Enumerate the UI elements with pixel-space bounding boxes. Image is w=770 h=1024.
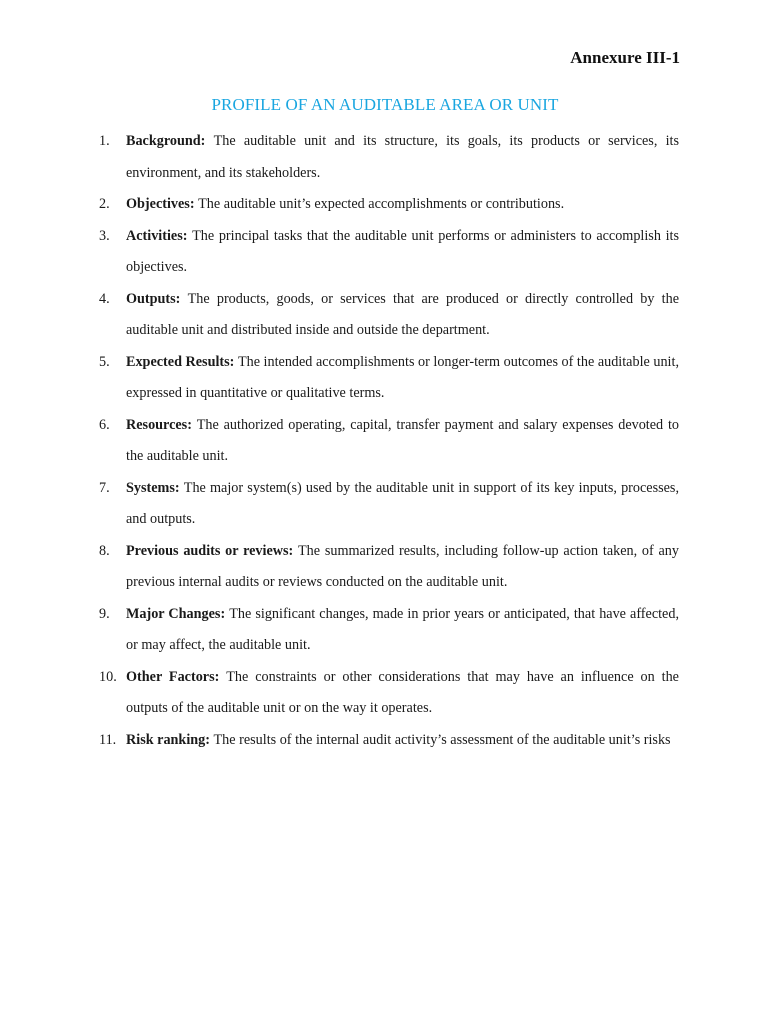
item-description: The principal tasks that the auditable unit performs or administers to accomplish its objectives. — [126, 227, 679, 275]
item-number: 2. — [99, 196, 110, 212]
list-item-risk-ranking — [99, 725, 679, 757]
list-item-background — [99, 126, 679, 189]
item-description: The significant changes, made in prior years or anticipated, that have affected, or may affect, the auditable unit. — [126, 605, 679, 653]
item-number: 5. — [99, 353, 110, 370]
item-term: Risk ranking: — [126, 731, 214, 748]
item-term: Expected Results: — [126, 353, 238, 370]
item-term: Other Factors: — [126, 668, 227, 685]
list-item-previous-audits — [99, 536, 679, 599]
item-number: 9. — [99, 605, 110, 622]
item-description: The major system(s) used by the auditable unit in support of its key inputs, processes, and outputs. — [126, 479, 679, 527]
item-description: The auditable unit’s expected accomplishments or contributions. — [198, 196, 565, 212]
item-term: Activities: — [126, 227, 193, 244]
list-item-outputs — [99, 284, 679, 347]
item-number: 10. — [99, 668, 117, 685]
list-item-activities — [99, 221, 679, 284]
item-term: Resources: — [126, 416, 197, 433]
list-item-resources — [99, 410, 679, 473]
profile-item-list — [99, 126, 679, 756]
item-description: The auditable unit and its structure, its goals, its products or services, its environment, and its stakeholders. — [126, 133, 679, 181]
item-description: The intended accomplishments or longer-term outcomes of the auditable unit, expressed in quantitative or qualitative terms. — [126, 353, 679, 401]
item-description: The authorized operating, capital, transfer payment and salary expenses devoted to the auditable unit. — [126, 416, 679, 464]
list-item-major-changes — [99, 599, 679, 662]
item-description: The summarized results, including follow-up action taken, of any previous internal audits or reviews conducted on the auditable unit. — [126, 542, 679, 590]
item-number: 11. — [99, 731, 117, 748]
list-item-other-factors — [99, 662, 679, 725]
document-title: PROFILE OF AN AUDITABLE AREA OR UNIT — [211, 95, 559, 114]
item-description: The products, goods, or services that are produced or directly controlled by the auditable unit and distributed inside and outside the department. — [126, 290, 679, 338]
item-term: Objectives: — [126, 196, 199, 212]
annexure-label: Annexure III-1 — [570, 48, 680, 67]
item-description: The constraints or other considerations that may have an influence on the outputs of the auditable unit or on the way it operates. — [126, 668, 679, 716]
item-term: Outputs: — [126, 290, 188, 307]
item-term: Major Changes: — [126, 605, 230, 622]
list-item-systems — [99, 473, 679, 536]
item-description: The results of the internal audit activity’s assessment of the auditable unit’s risks — [213, 731, 671, 748]
list-item-expected-results — [99, 347, 679, 410]
item-term: Systems: — [126, 479, 184, 496]
item-term: Previous audits or reviews: — [126, 542, 299, 559]
item-number: 4. — [99, 290, 110, 307]
item-number: 6. — [99, 416, 110, 433]
item-number: 3. — [99, 227, 110, 244]
list-item-objectives — [99, 189, 679, 221]
item-term: Background: — [126, 133, 214, 149]
item-number: 8. — [99, 542, 110, 559]
item-number: 7. — [99, 479, 110, 496]
item-number: 1. — [99, 133, 110, 149]
